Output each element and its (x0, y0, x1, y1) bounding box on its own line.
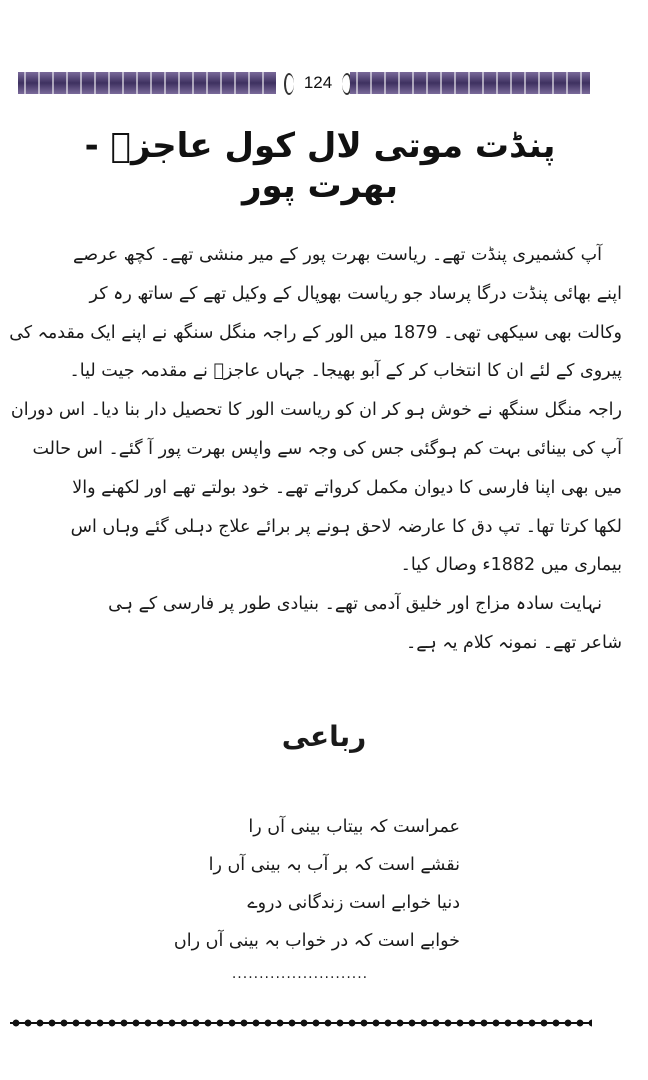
page-number: 124 (290, 70, 346, 96)
text-line: میں بھی اپنا فارسی کا دیوان مکمل کرواتے تھے۔ خود بولتے تھے اور لکھنے والا (72, 477, 622, 498)
poem-verse: خوابے است کہ در خواب بہ بینی آں راں (173, 931, 460, 951)
page-header-ornament (18, 70, 590, 96)
poem-verse: دنیا خوابے است زندگانی دروے (247, 893, 460, 913)
text-line: پیروی کے لئے ان کا انتخاب کر کے آبو بھیجا۔ جہاں عاجزؔ نے مقدمہ جیت لیا۔ (69, 361, 622, 382)
text-line: وکالت بھی سیکھی تھی۔ 1879 میں الور کے راجہ منگل سنگھ نے اپنے ایک مقدمہ کی (9, 322, 622, 343)
text-line: راجہ منگل سنگھ نے خوش ہو کر ان کو ریاست الور کا تحصیل دار بنا دیا۔ اس دوران (10, 400, 622, 421)
text-line: اپنے بھائی پنڈت درگا پرساد جو ریاست بھوپال کے وکیل تھے کے ساتھ رہ کر (89, 283, 622, 304)
rubai-poem (150, 808, 460, 960)
ornamental-band-left (18, 72, 276, 94)
page-footer-ornament (10, 1016, 592, 1030)
text-line: نہایت سادہ مزاج اور خلیق آدمی تھے۔ بنیادی طور پر فارسی کے ہی (108, 594, 602, 615)
text-line: آپ کشمیری پنڈت تھے۔ ریاست بھرت پور کے میر منشی تھے۔ کچھ عرصے (72, 245, 602, 265)
text-line: شاعر تھے۔ نمونہ کلام یہ ہے۔ (406, 632, 622, 653)
rubai-heading: رباعی (281, 720, 367, 753)
poem-verse: نقشے است کہ بر آب بہ بینی آں را (208, 855, 460, 875)
text-line: آپ کی بینائی بہت کم ہوگئی جس کی وجہ سے واپس بھرت پور آ گئے۔ اس حالت (32, 438, 622, 459)
text-line: لکھا کرتا تھا۔ تپ دق کا عارضہ لاحق ہونے پر برائے علاج دہلی گئے وہاں اس (70, 516, 622, 537)
page-title: پنڈت موتی لال کول عاجزؔ - بھرت پور (84, 126, 556, 206)
text-line: بیماری میں 1882ء وصال کیا۔ (400, 555, 622, 576)
ornamental-band-right (350, 72, 590, 94)
poem-verse: عمراست کہ بیتاب بینی آں را (248, 817, 460, 837)
closing-dots: ......................... (231, 966, 369, 982)
biography-paragraph (9, 236, 622, 663)
